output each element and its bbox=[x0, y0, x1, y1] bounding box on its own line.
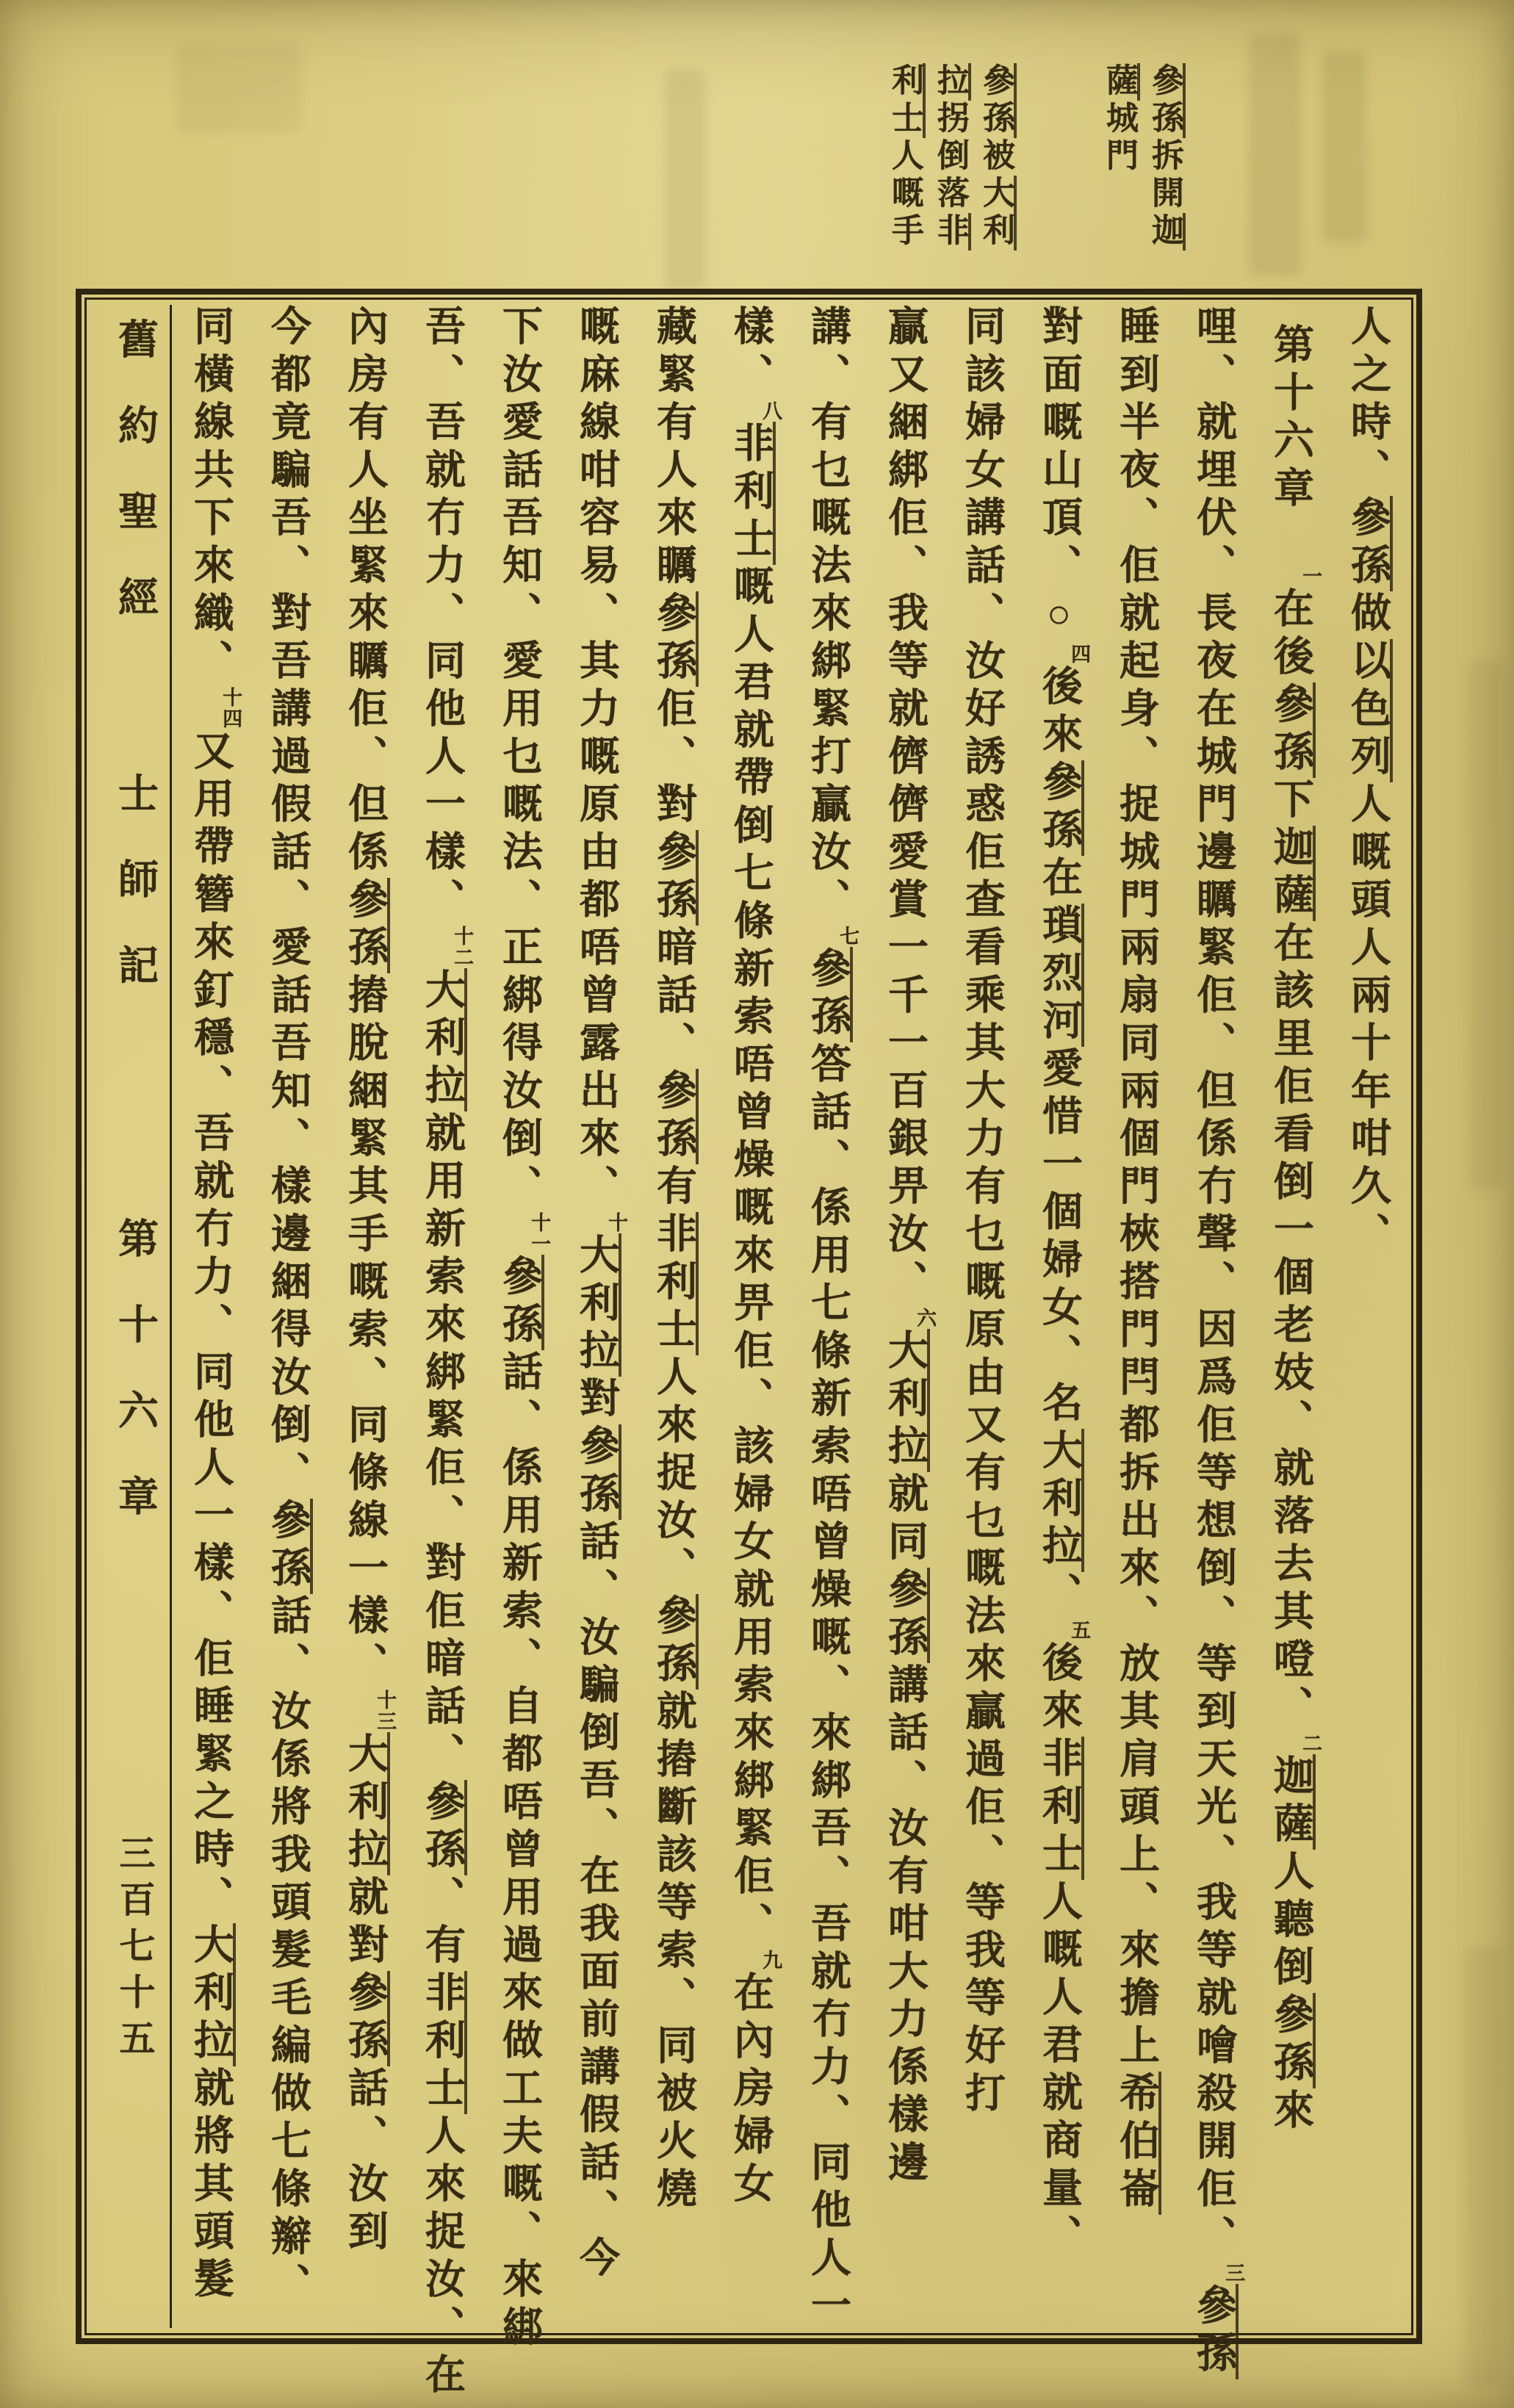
verse-number: 九 bbox=[760, 1950, 782, 1971]
proper-noun: 參孫 bbox=[651, 1594, 699, 1690]
page-number: 三百七十五 bbox=[115, 1834, 155, 2066]
proper-noun: 參孫 bbox=[978, 63, 1017, 138]
verse-number: 六 bbox=[914, 1308, 937, 1329]
body-column-8 bbox=[789, 305, 866, 2332]
text-run: 在後 bbox=[1268, 587, 1313, 682]
proper-noun: 拉 bbox=[932, 63, 971, 101]
text-run: 愛惜一個婦女、名 bbox=[1037, 1047, 1081, 1429]
proper-noun: 參孫 bbox=[574, 1424, 621, 1520]
body-column-10 bbox=[635, 305, 712, 2328]
text-run: 就用新索來綁緊佢、對佢暗話、 bbox=[419, 1111, 464, 1780]
note-delilah-column-2 bbox=[927, 63, 973, 250]
text-run: 對 bbox=[574, 1377, 619, 1424]
proper-noun: 非利士 bbox=[419, 1971, 467, 2114]
text-run: 就同 bbox=[882, 1472, 927, 1568]
text-run: 同橫線共下來織、 bbox=[188, 305, 233, 687]
text-run: 同該婦女講話、汝好誘惑佢查看乘其大力有乜嘅原由又有乜嘅法來贏過佢、等我等好打 bbox=[959, 305, 1004, 2119]
proper-noun: 參孫 bbox=[497, 1255, 544, 1350]
text-run: 樣、 bbox=[728, 305, 773, 400]
text-run: 就將其頭髮 bbox=[188, 2066, 233, 2305]
text-run: 就摏斷該等索、同被火燒 bbox=[651, 1690, 696, 2215]
verse-number: 十 bbox=[605, 1212, 628, 1233]
proper-noun: 參孫 bbox=[265, 1499, 313, 1594]
proper-noun: 希伯崙 bbox=[1114, 2072, 1161, 2215]
text-run: 後來 bbox=[1037, 1641, 1081, 1737]
body-column-11 bbox=[558, 305, 635, 2328]
proper-noun: 大利拉 bbox=[882, 1329, 930, 1472]
proper-noun: 參孫 bbox=[651, 591, 699, 687]
text-run: 講、有乜嘅法來綁緊打贏汝、 bbox=[805, 305, 850, 926]
text-run: 被 bbox=[978, 138, 1014, 176]
body-column-2 bbox=[1252, 305, 1329, 2328]
text-run: 在內房婦女 bbox=[728, 1971, 773, 2210]
body-column-16 bbox=[172, 305, 249, 2328]
proper-noun: 迦薩 bbox=[1268, 826, 1316, 921]
vertical-text-block bbox=[92, 305, 1406, 2401]
text-run: 講話、汝有咁大力係樣邊 bbox=[882, 1663, 927, 2188]
text-run: 人來捉汝、 bbox=[651, 1355, 696, 1594]
text-run: 第十六章 bbox=[1268, 323, 1313, 514]
text-run: 嘅麻線咁容易、其力嘅原由都唔曾露出來、 bbox=[574, 305, 619, 1212]
text-run: 答話、係用七條新索唔曾燥嘅、來綁吾、吾就冇力、同他人一 bbox=[805, 1042, 850, 2332]
proper-noun: 參孫 bbox=[342, 878, 390, 973]
text-run: 哩、就埋伏、長夜在城門邊矋緊佢、但係冇聲、因爲佢等想倒、等到天光、我等就噲殺開佢、 bbox=[1191, 305, 1236, 2263]
proper-noun: 參孫 bbox=[882, 1568, 930, 1663]
body-column-1 bbox=[1329, 305, 1406, 2328]
text-run: 內房有人坐緊來矋佢、但係 bbox=[342, 305, 387, 878]
body-column-14 bbox=[326, 305, 403, 2328]
body-column-9 bbox=[712, 305, 789, 2328]
text-run: 話、汝係將我頭髮毛編做七條辮、 bbox=[265, 1594, 310, 2310]
text-run: 人嘅人君就商量、 bbox=[1037, 1880, 1081, 2262]
proper-noun: 迦薩 bbox=[1268, 1754, 1316, 1850]
proper-noun: 非利士 bbox=[651, 1212, 699, 1355]
text-run: 做 bbox=[1345, 591, 1390, 639]
text-run: 就對 bbox=[342, 1875, 387, 1971]
running-title-column bbox=[99, 305, 172, 2328]
text-run: 嘅人君就帶倒七條新索唔曾燥嘅來畀佢、該婦女就用索來綁緊佢、 bbox=[728, 565, 773, 1950]
text-run: 人聽倒 bbox=[1268, 1850, 1313, 1993]
text-run: 拆開 bbox=[1147, 138, 1183, 213]
text-run: 城門 bbox=[1101, 101, 1137, 176]
proper-noun: 參孫 bbox=[651, 1069, 699, 1164]
proper-noun: 參孫 bbox=[1345, 496, 1393, 591]
chapter-title: 第十六章 bbox=[112, 1217, 157, 1561]
text-frame-border bbox=[76, 289, 1422, 2401]
text-run: 佢、對 bbox=[651, 687, 696, 830]
margin-note-gaza-gates bbox=[1096, 63, 1187, 250]
text-run: 睡到半夜、佢就起身、捉城門兩扇同兩個門梜搭門閂都拆出來、放其肩頭上、來擔上 bbox=[1114, 305, 1158, 2072]
body-column-7 bbox=[866, 305, 943, 2328]
body-column-15 bbox=[249, 305, 326, 2328]
bleedthrough-mark bbox=[1322, 51, 1366, 242]
text-run: 摏脫綑緊其手嘅索、同條線一樣、 bbox=[342, 973, 387, 1690]
text-run: 話、汝到 bbox=[342, 2066, 387, 2257]
body-column-12 bbox=[480, 305, 558, 2353]
proper-noun: 參孫 bbox=[805, 947, 853, 1042]
text-run: 今都竟騙吾、對吾講過假話、愛話吾知、樣邊綑得汝倒、 bbox=[265, 305, 310, 1499]
proper-noun: 參孫 bbox=[1268, 682, 1316, 778]
text-run: 有 bbox=[651, 1164, 696, 1212]
text-run: 人嘅手 bbox=[887, 138, 923, 250]
proper-noun: 大利拉 bbox=[574, 1233, 621, 1377]
proper-noun: 薩 bbox=[1101, 63, 1140, 101]
text-run: 贏又綑綁佢、我等就儕儕愛賞一千一百銀畀汝、 bbox=[882, 305, 927, 1308]
proper-noun: 大利拉 bbox=[342, 1732, 390, 1875]
text-run: 人之時、 bbox=[1345, 305, 1390, 496]
text-run: 在該里佢看倒一個老妓、就落去其噔、 bbox=[1268, 921, 1313, 1733]
verse-number: 十一 bbox=[528, 1212, 551, 1255]
verse-number: 五 bbox=[1068, 1620, 1091, 1641]
proper-noun: 參孫 bbox=[651, 830, 699, 926]
proper-noun: 利士 bbox=[887, 63, 926, 138]
text-run: 下汝愛話吾知、愛用乜嘅法、正綁得汝倒、 bbox=[497, 305, 541, 1212]
text-run: 話、汝騙倒吾、在我面前講假話、今 bbox=[574, 1520, 619, 2284]
text-run: 下 bbox=[1268, 778, 1313, 826]
note-gaza-column-2 bbox=[1096, 63, 1142, 250]
bleedthrough-mark bbox=[1469, 661, 1502, 1190]
body-column-5 bbox=[1020, 305, 1097, 2328]
text-run: 人嘅頭人兩十年咁久、 bbox=[1345, 782, 1390, 1260]
verse-number: 十三 bbox=[374, 1690, 397, 1732]
verse-number: 三 bbox=[1222, 2263, 1245, 2284]
text-run: 、有 bbox=[419, 1875, 464, 1971]
text-run: 又用帶簪來釘穩、吾就冇力、同他人一樣、佢睡緊之時、 bbox=[188, 729, 233, 1923]
proper-noun: 參孫 bbox=[1268, 1993, 1316, 2088]
section-title: 士師記 bbox=[112, 772, 157, 1030]
body-column-3 bbox=[1175, 305, 1252, 2379]
text-run: 人來捉汝、在 bbox=[419, 2114, 464, 2401]
body-column-4 bbox=[1097, 305, 1175, 2328]
note-gaza-column-1 bbox=[1142, 63, 1187, 250]
verse-number: 七 bbox=[837, 926, 859, 947]
proper-noun: 參孫 bbox=[1191, 2284, 1239, 2379]
note-delilah-column-3 bbox=[882, 63, 927, 250]
text-run: 話、係用新索、自都唔曾用過來做工夫嘅、來綁 bbox=[497, 1350, 541, 2353]
proper-noun: 以色列 bbox=[1345, 639, 1393, 782]
proper-noun: 非利士 bbox=[728, 422, 776, 565]
proper-noun: 參孫 bbox=[419, 1780, 467, 1875]
bleedthrough-mark bbox=[1466, 1947, 1502, 2387]
text-run: 在 bbox=[1037, 856, 1081, 904]
proper-noun: 大利拉 bbox=[1037, 1429, 1084, 1572]
verse-number: 八 bbox=[760, 400, 782, 422]
proper-noun: 非利士 bbox=[1037, 1737, 1084, 1880]
verse-number: 四 bbox=[1068, 644, 1091, 665]
text-run: 對面嘅山頂、○ bbox=[1037, 305, 1081, 644]
text-run: 吾、吾就冇力、同他人一樣、 bbox=[419, 305, 464, 926]
book-title: 舊約聖經 bbox=[112, 318, 157, 662]
text-run: 拐倒落 bbox=[932, 101, 968, 213]
verse-number: 十四 bbox=[220, 687, 242, 729]
proper-noun: 大利拉 bbox=[188, 1923, 236, 2066]
body-column-13 bbox=[403, 305, 480, 2401]
bleedthrough-mark bbox=[665, 70, 705, 290]
proper-noun: 瑣烈河 bbox=[1037, 904, 1084, 1047]
proper-noun: 迦 bbox=[1147, 213, 1186, 250]
proper-noun: 參孫 bbox=[342, 1971, 390, 2066]
verse-number: 二 bbox=[1299, 1733, 1322, 1754]
text-run: 後來 bbox=[1037, 665, 1081, 760]
proper-noun: 大利 bbox=[978, 176, 1017, 250]
proper-noun: 參孫 bbox=[1037, 760, 1084, 856]
text-run: 來 bbox=[1268, 2088, 1313, 2136]
verse-number: 十二 bbox=[451, 926, 474, 968]
proper-noun: 大利拉 bbox=[419, 968, 467, 1111]
bleedthrough-mark bbox=[1249, 33, 1300, 275]
proper-noun: 非 bbox=[932, 213, 971, 250]
verse-number: 一 bbox=[1299, 566, 1322, 587]
proper-noun: 參孫 bbox=[1147, 63, 1186, 138]
note-delilah-column-1 bbox=[973, 63, 1018, 250]
body-column-6 bbox=[943, 305, 1020, 2328]
text-run: 、 bbox=[1037, 1572, 1081, 1620]
text-run: 藏緊有人來矋 bbox=[651, 305, 696, 591]
bleedthrough-mark bbox=[176, 44, 301, 132]
margin-note-delilah-betrayal bbox=[882, 63, 1018, 250]
text-run: 暗話、 bbox=[651, 926, 696, 1069]
